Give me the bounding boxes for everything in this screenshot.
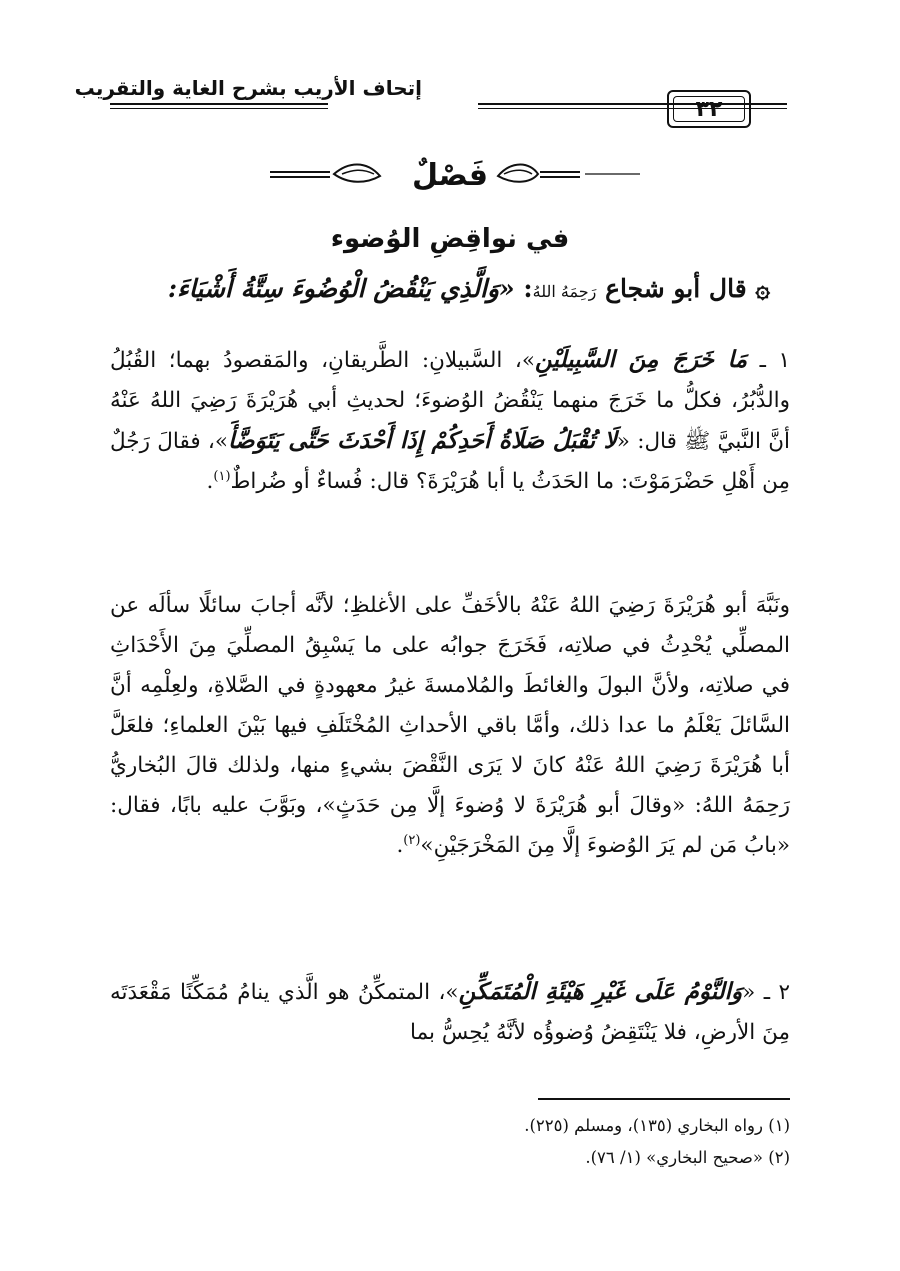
paragraph-text: »، السَّبيلانِ: الطَّريقانِ، والمَقصودُ بهما؛ القُبُلُ والدُّبُرُ، فكلُّ ما خَرَجَ منهما يَنْقُضُ الوُضوءَ؛ لحديثِ أبي هُرَيْرَةَ رَضِيَ اللهُ عَنْهُ أنَّ النَّبيَّ ﷺ قال: « [110, 348, 791, 454]
footnotes [110, 1110, 790, 1174]
paragraph-text: »، فقالَ رَجُلٌ مِن أَهْلِ حَضْرَمَوْتَ: ما الحَدَثُ يا أبا هُرَيْرَةَ؟ قال: فُساءٌ أو ضُراطٌ [110, 429, 790, 494]
paragraph-end: . [396, 833, 404, 858]
section-title: فَصْلٌ [412, 158, 488, 193]
paragraph-end: . [206, 469, 214, 494]
footnote-ref[interactable]: (٢) [403, 832, 421, 848]
footnote: (١) رواه البخاري (١٣٥)، ومسلم (٢٢٥). [524, 1116, 790, 1135]
body-paragraph [110, 340, 790, 502]
matn-quote: «وَالَّذِي يَنْقُضُ الْوُضُوءَ سِتَّةُ أَشْيَاءَ: [167, 274, 515, 303]
matn-emphasis: مَا خَرَجَ مِنَ السَّبِيلَيْنِ [535, 346, 748, 373]
footnote-ref[interactable]: (١) [213, 468, 231, 484]
matn-intro-line [120, 274, 770, 303]
item-number: ٢ ـ « [742, 980, 791, 1005]
footnote: (٢) «صحيح البخاري» (١/ ٧٦). [585, 1148, 790, 1167]
body-paragraph [110, 586, 790, 866]
intro-lead: ۞ قال أبو شجاع [596, 274, 770, 303]
running-header-title: إتحاف الأريب بشرح الغاية والتقريب [74, 76, 422, 100]
page-number-frame [667, 90, 751, 128]
body-paragraph [110, 972, 790, 1053]
item-number: ١ ـ [747, 348, 791, 373]
honorific: رَحِمَهُ اللهُ [532, 282, 597, 301]
intro-colon: : [514, 274, 533, 303]
hadith-emphasis: لَا تُقْبَلُ صَلَاةُ أَحَدِكُمْ إِذَا أَحْدَثَ حَتَّى يَتَوَضَّأَ [228, 427, 617, 454]
chapter-subtitle: في نواقِضِ الوُضوء [330, 224, 570, 254]
header-rule [110, 103, 328, 109]
paragraph-text: »، المتمكِّنُ هو الَّذي ينامُ مُمَكِّنًا مَقْعَدَتَه مِنَ الأرضِ، فلا يَنْتَقِضُ وُضوؤُه لأنَّهُ يُحِسُّ بما [110, 980, 790, 1045]
page-number: ٣٢ [673, 96, 745, 122]
matn-emphasis: وَالنَّوْمُ عَلَى غَيْرِ هَيْئَةِ الْمُتَمَكِّنِ [458, 978, 743, 1005]
paragraph-text: ونَبَّهَ أبو هُرَيْرَةَ رَضِيَ اللهُ عَنْهُ بالأخَفِّ على الأغلظِ؛ لأنَّه أجابَ سائلًا سألَه عن المصلِّي يُحْدِثُ في صلاتِه، فَخَرَجَ جوابُه على ما يَسْبِقُ المصلِّيَ مِنَ الأَحْدَاثِ في صلاتِه، ولأنَّ البولَ والغائطَ والمُلامسةَ غيرُ معهودةٍ في الصَّلاةِ، ولعِلْمِه أنَّ السَّائلَ يَعْلَمُ ما عدا ذلك، وأمَّا باقي الأحداثِ المُخْتَلَفِ فيها بَيْنَ العلماءِ؛ فلعَلَّ أبا هُرَيْرَةَ رَضِيَ اللهُ عَنْهُ كانَ لا يَرَى النَّقْضَ بشيءٍ منها، ولذلك قالَ البُخاريُّ رَحِمَهُ اللهُ: «وقالَ أبو هُرَيْرَةَ لا وُضوءَ إلَّا مِن حَدَثٍ»، وبَوَّبَ عليه بابًا، فقال: «بابُ مَن لم يَرَ الوُضوءَ إلَّا مِنَ المَخْرَجَيْنِ» [110, 593, 790, 858]
footnote-separator [538, 1098, 790, 1100]
